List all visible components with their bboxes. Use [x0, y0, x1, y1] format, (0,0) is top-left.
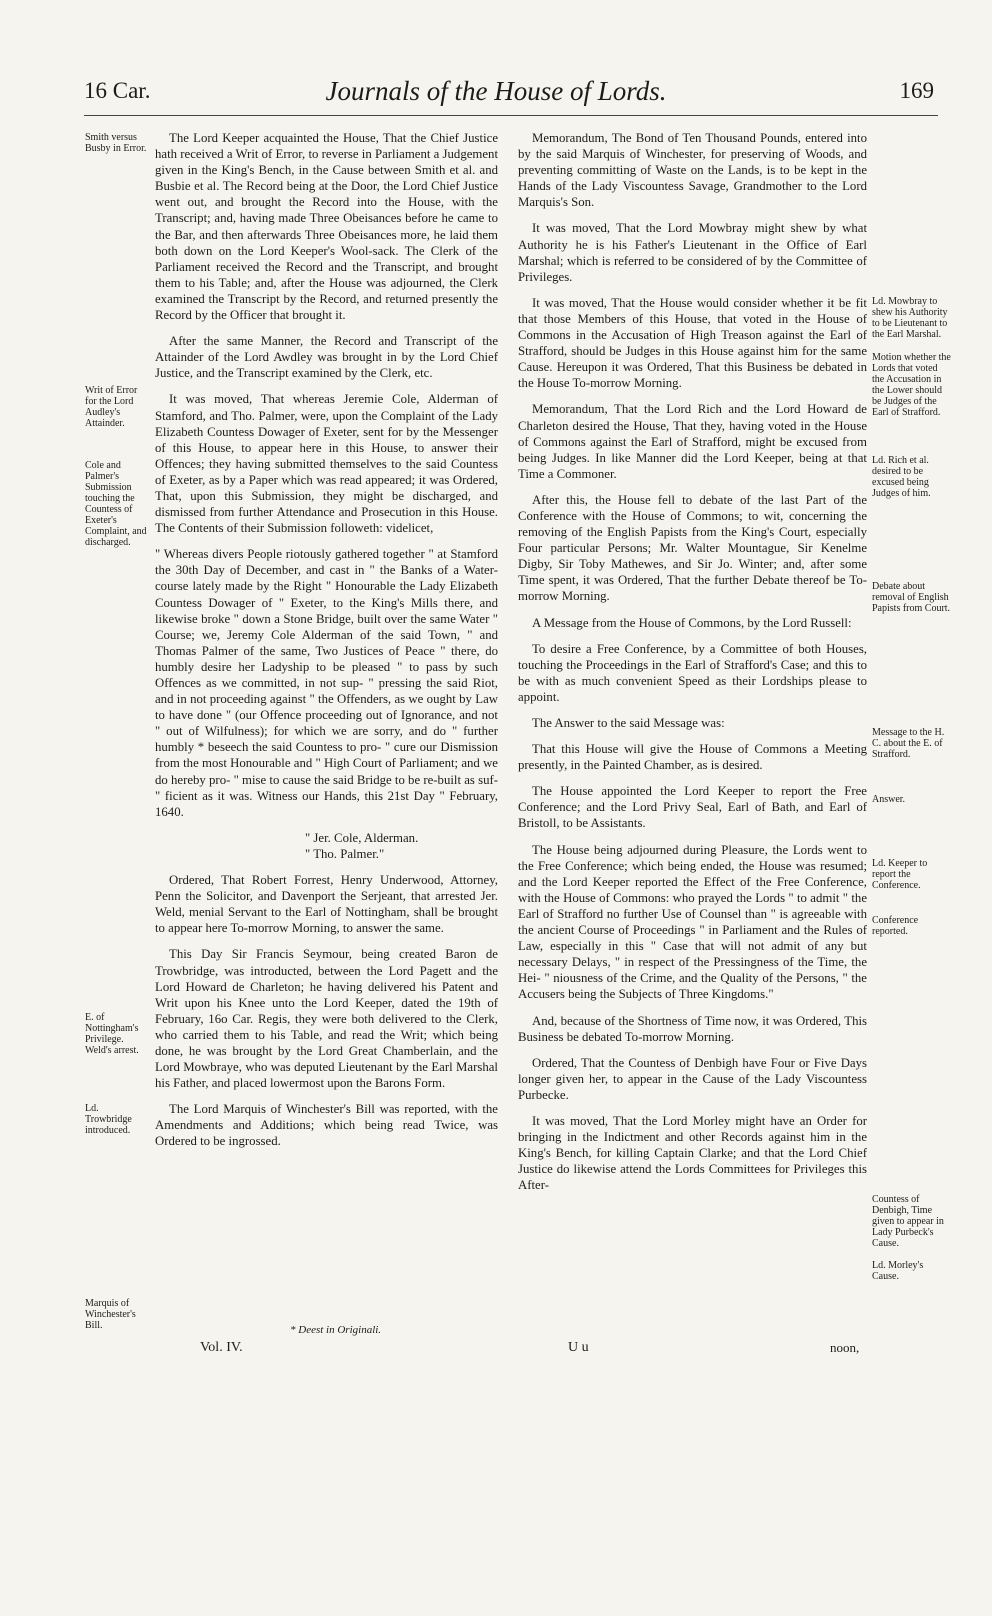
margin-note: Conference reported. [872, 915, 919, 937]
paragraph: It was moved, That whereas Jeremie Cole, Alderman of Stamford, and Tho. Palmer, were, upon the Complaint of the Lady Elizabeth Countess Dowager of Exeter, sent for by the Messenger of this House, to appear here in this House, to answer their Offences; they having submitted themselves to the said Countess of Exeter, as by a Paper which was read appeared; it was Ordered, That, upon this Submission, they might be discharged, and dismissed from further Attendance and Prosecution in this House. The Contents of their Submission followeth: videlicet, [155, 392, 498, 536]
margin-note: Ld. Mowbray to shew his Authority to be Lieutenant to the Earl Marshal. [872, 296, 948, 340]
margin-note: Ld. Rich et al. desired to be excused being Judges of him. [872, 455, 931, 499]
paragraph: That this House will give the House of Commons a Meeting presently, in the Painted Chamber, as is desired. [518, 742, 867, 773]
margin-note: Marquis of Winchester's Bill. [85, 1298, 136, 1331]
paragraph: The House being adjourned during Pleasure, the Lords went to the Free Conference; which being ended, the House was resumed; and the Lord Keeper reported the Effect of the Free Conference, with the House of Commons: who prayed the Lords " to admit " the Earl of Strafford no further Use of Counsel than " is agreeable with the ancient Course of Proceedings " in Parliament and the Rules of Law, especially in this " Case that will not admit of any but necessary Delays, " in respect of the Pressingness of the Time, the Hei- " niousness of the Crime, and the Quality of the Persons, " the Accusers being the Subjects of Three Kingdoms." [518, 842, 867, 1002]
margin-note: Smith versus Busby in Error. [85, 132, 147, 154]
paragraph: The Lord Keeper acquainted the House, That the Chief Justice hath received a Writ of Error, to reverse in Parliament a Judgement given in the King's Bench, in the Cause between Smith et al. and Busbie et al. The Record being at the Door, the Lord Chief Justice went out, and brought the Record into the House, with the Transcript; and, having made Three Obeisances before he came to the Bar, and then afterwards Three Obeisances more, he laid them both down on the Lord Keeper's Wool-sack. The Clerk of the Parliament received the Record and the Transcript, and brought them to his Table; and, after the House was adjourned, the Clerk examined the Transcript by the Record, and returned presently the Record by the Officer that brought it. [155, 131, 498, 323]
volume-number: Vol. IV. [200, 1340, 243, 1355]
paragraph: Memorandum, That the Lord Rich and the Lord Howard de Charleton desired the House, That they, having voted in the House of Commons against the Earl of Strafford, might be excused from being Judges. In like Manner did the Lord Keeper, being at that Time a Commoner. [518, 402, 867, 481]
signature-palmer: " Tho. Palmer." [305, 846, 385, 861]
paragraph: It was moved, That the House would consider whether it be fit that those Members of this House, that voted in the House of Commons in the Accusation of High Treason against the Earl of Strafford, should be Judges in this House against him for the same Cause. Hereupon it was Ordered, That this Business be debated in the House To-morrow Morning. [518, 295, 867, 391]
margin-note: Ld. Trowbridge introduced. [85, 1103, 132, 1136]
paragraph: Ordered, That the Countess of Denbigh have Four or Five Days longer given her, to appear in the Cause of the Lady Viscountess Purbecke. [518, 1055, 867, 1102]
margin-note: Countess of Denbigh, Time given to appear in Lady Purbeck's Cause. [872, 1194, 944, 1249]
signature-cole: " Jer. Cole, Alderman. [305, 830, 419, 845]
catchword: noon, [830, 1340, 860, 1355]
paragraph: This Day Sir Francis Seymour, being created Baron de Trowbridge, was introducted, between the Lord Pagett and the Lord Howard de Charleton; he having delivered his Patent and Writ upon his Knee unto the Lord Keeper, dated the 19th of February, 16o Car. Regis, they were both delivered to the Clerk, who carried them to his Table, and read the Writ; which being done, he was brought by the Lord Great Chamberlain, and the Lord Mowbraye, who was deputed Lieutenant by the Earl Marshal his Father, and placed lowermost upon the Barons Form. [155, 947, 498, 1091]
margin-note: Writ of Error for the Lord Audley's Attainder. [85, 385, 138, 429]
paragraph: The Lord Marquis of Winchester's Bill was reported, with the Amendments and Additions; which being read Twice, was Ordered to be ingrossed. [155, 1102, 498, 1149]
page-number: 169 [899, 78, 934, 103]
footnote: * Deest in Originali. [290, 1324, 382, 1336]
paragraph: Memorandum, The Bond of Ten Thousand Pounds, entered into by the said Marquis of Winchester, for preserving of Woods, and preventing committing of Waste on the Lands, is to be kept in the Hands of the Lady Viscountess Savage, Grandmother to the Lord Marquis's Son. [518, 131, 867, 210]
margin-note: E. of Nottingham's Privilege. Weld's arrest. [85, 1012, 139, 1056]
page-title: Journals of the House of Lords. [325, 76, 667, 106]
paragraph: The House appointed the Lord Keeper to report the Free Conference; and the Lord Privy Seal, Earl of Bath, and Earl of Bristoll, to be Assistants. [518, 784, 867, 831]
regnal-year: 16 Car. [84, 78, 151, 103]
paragraph: It was moved, That the Lord Morley might have an Order for bringing in the Indictment and other Records against him in the King's Bench, for killing Captain Clarke; and that the Lord Chief Justice do likewise attend the Lords Committees for Privileges this After- [518, 1113, 867, 1193]
paragraph: A Message from the House of Commons, by the Lord Russell: [532, 615, 852, 630]
margin-note: Ld. Keeper to report the Conference. [872, 858, 928, 891]
paragraph: The Answer to the said Message was: [532, 716, 725, 730]
margin-note: Motion whether the Lords that voted the Accusation in the Lower should be Judges of the Earl of Strafford. [872, 352, 951, 418]
paragraph: After this, the House fell to debate of the last Part of the Conference with the House of Commons; to wit, concerning the removing of the English Papists from the King's Court, especially Four particular Persons; Mr. Walter Mountague, Sir Kenelme Digby, Sir Toby Mathewes, and Sir Jo. Winter; and, after some Time spent, it was Ordered, That the further Debate thereof be To-morrow Morning. [518, 492, 867, 604]
margin-note: Cole and Palmer's Submission touching the Countess of Exeter's Complaint, and discharged. [85, 460, 147, 548]
paragraph: To desire a Free Conference, by a Committee of both Houses, touching the Proceedings in the Earl of Strafford's Case; and this to be with as much convenient Speed as their Lordships please to appoint. [518, 641, 867, 704]
left-column [155, 130, 498, 1160]
header-rule [84, 115, 938, 116]
paragraph: Ordered, That Robert Forrest, Henry Underwood, Attorney, Penn the Solicitor, and Davenport the Serjeant, that arrested Jer. Weld, menial Servant to the Earl of Nottingham, shall be brought to appear here To-morrow Morning, to answer the same. [155, 873, 498, 936]
margin-note: Message to the H. C. about the E. of Strafford. [872, 727, 945, 760]
margin-note: Ld. Morley's Cause. [872, 1260, 924, 1282]
margin-note: Answer. [872, 794, 906, 805]
paragraph: It was moved, That the Lord Mowbray might shew by what Authority he is his Father's Lieutenant in the Office of Earl Marshal; which is referred to be considered of by the Committee of Privileges. [518, 221, 867, 284]
quoted-submission: " Whereas divers People riotously gathered together " at Stamford the 30th Day of December, and cast in " the Banks of a Water-course lately made by the Right " Honourable the Lady Elizabeth Countess Dowager of " Exeter, to the King's Mills there, and likewise broke " down a Stone Bridge, built over the same Water " Course; we, Jeremy Cole Alderman of the said Town, " and Thomas Palmer of the same, Two Justices of Peace " there, do humbly desire her Ladyship to be pleased " to pass by such Offences as we committed, in not sup- " pressing the said Riot, and in not proceeding against " the Offenders, as we ought by Law to have done " (our Offence proceeding out of Ignorance, and not " out of Wilfulness); for which we are sorry, and do " further humbly * beseech the said Countess to pro- " cure our Dismission from the most Honourable and " High Court of Parliament; and we do hereby pro- " mise to cause the said Bridge to be re-built as suf- " ficient as it was. Witness our Hands, this 21st Day " February, 1640. [155, 547, 498, 819]
right-column [518, 130, 867, 1203]
paragraph: And, because of the Shortness of Time now, it was Ordered, This Business be debated To-morrow Morning. [518, 1013, 867, 1044]
margin-note: Debate about removal of English Papists from Court. [872, 581, 951, 614]
paragraph: After the same Manner, the Record and Transcript of the Attainder of the Lord Awdley was brought in by the Lord Chief Justice, and the Transcript examined by the Clerk, etc. [155, 334, 498, 381]
signature-mark: U u [568, 1340, 589, 1355]
